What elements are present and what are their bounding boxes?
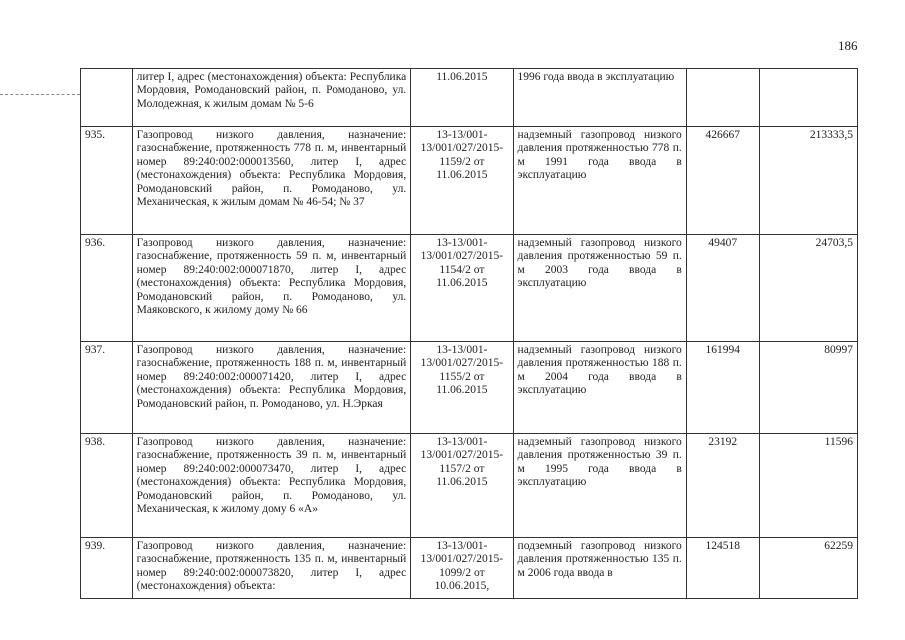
table-row: [81, 434, 858, 538]
table-row: [81, 342, 858, 434]
balance-value: [686, 69, 759, 127]
object-description: Газопровод низкого давления, назначение: газоснабжение, протяженность 778 п. м, инвентарный номер 89:240:002:000013560, литер I, адрес (местонахождения) объекта: Республика Мордовия, Ромодановский район, п. Ромоданово, ул. Механическая, к жилым домам № 46-54; № 37: [132, 127, 411, 235]
object-characteristics: подземный газопровод низкого давления протяженностью 135 п. м 2006 года ввода в: [513, 538, 686, 599]
object-characteristics: надземный газопровод низкого давления протяженностью 39 п. м 1995 года ввода в эксплуатацию: [513, 434, 686, 538]
balance-value: 124518: [686, 538, 759, 599]
object-description: Газопровод низкого давления, назначение: газоснабжение, протяженность 188 п. м, инвентарный номер 89:240:002:000071420, литер I, адрес (местонахождения) объекта: Республика Мордовия, Ромодановский район, п. Ромоданово, ул. Н.Эркая: [132, 342, 411, 434]
row-number: [81, 69, 133, 127]
residual-value: 11596: [759, 434, 857, 538]
registration-record: 13-13/001-13/001/027/2015-1155/2 от 11.06.2015: [411, 342, 513, 434]
object-description: Газопровод низкого давления, назначение: газоснабжение, протяженность 59 п. м, инвентарный номер 89:240:002:000071870, литер I, адрес (местонахождения) объекта: Республика Мордовия, Ромодановский район, п. Ромоданово, ул. Маяковского, к жилому дому № 66: [132, 235, 411, 342]
balance-value: 23192: [686, 434, 759, 538]
balance-value: 49407: [686, 235, 759, 342]
registration-record: 13-13/001-13/001/027/2015-1159/2 от 11.06.2015: [411, 127, 513, 235]
page-number: 186: [838, 38, 858, 53]
residual-value: 213333,5: [759, 127, 857, 235]
property-registry-table: [80, 68, 858, 599]
row-number: 936.: [81, 235, 133, 342]
row-number: 935.: [81, 127, 133, 235]
table-row: [81, 235, 858, 342]
balance-value: 426667: [686, 127, 759, 235]
registration-record: 11.06.2015: [411, 69, 513, 127]
registration-record: 13-13/001-13/001/027/2015-1154/2 от 11.06.2015: [411, 235, 513, 342]
object-characteristics: 1996 года ввода в эксплуатацию: [513, 69, 686, 127]
object-description: Газопровод низкого давления, назначение: газоснабжение, протяженность 39 п. м, инвентарный номер 89:240:002:000073470, литер I, адрес (местонахождения) объекта: Республика Мордовия, Ромодановский район, п. Ромоданово, ул. Механическая, к жилому дому 6 «А»: [132, 434, 411, 538]
residual-value: 62259: [759, 538, 857, 599]
registration-record: 13-13/001-13/001/027/2015-1157/2 от 11.06.2015: [411, 434, 513, 538]
object-characteristics: надземный газопровод низкого давления протяженностью 778 п. м 1991 года ввода в эксплуатацию: [513, 127, 686, 235]
row-number: 937.: [81, 342, 133, 434]
residual-value: [759, 69, 857, 127]
registration-record: 13-13/001-13/001/027/2015-1099/2 от 10.06.2015,: [411, 538, 513, 599]
object-description: литер I, адрес (местонахождения) объекта: Республика Мордовия, Ромодановский район, п. Ромоданово, ул. Молодежная, к жилым домам № 5-6: [132, 69, 411, 127]
row-number: 939.: [81, 538, 133, 599]
residual-value: 24703,5: [759, 235, 857, 342]
object-characteristics: надземный газопровод низкого давления протяженностью 59 п. м 2003 года ввода в эксплуатацию: [513, 235, 686, 342]
table-row: [81, 127, 858, 235]
object-characteristics: надземный газопровод низкого давления протяженностью 188 п. м 2004 года ввода в эксплуатацию: [513, 342, 686, 434]
object-description: Газопровод низкого давления, назначение: газоснабжение, протяженность 135 п. м, инвентарный номер 89:240:002:000073820, литер I, адрес (местонахождения) объекта:: [132, 538, 411, 599]
residual-value: 80997: [759, 342, 857, 434]
balance-value: 161994: [686, 342, 759, 434]
table-row: [81, 538, 858, 599]
row-number: 938.: [81, 434, 133, 538]
table-row: [81, 69, 858, 127]
scan-artifact-line: [0, 94, 80, 95]
